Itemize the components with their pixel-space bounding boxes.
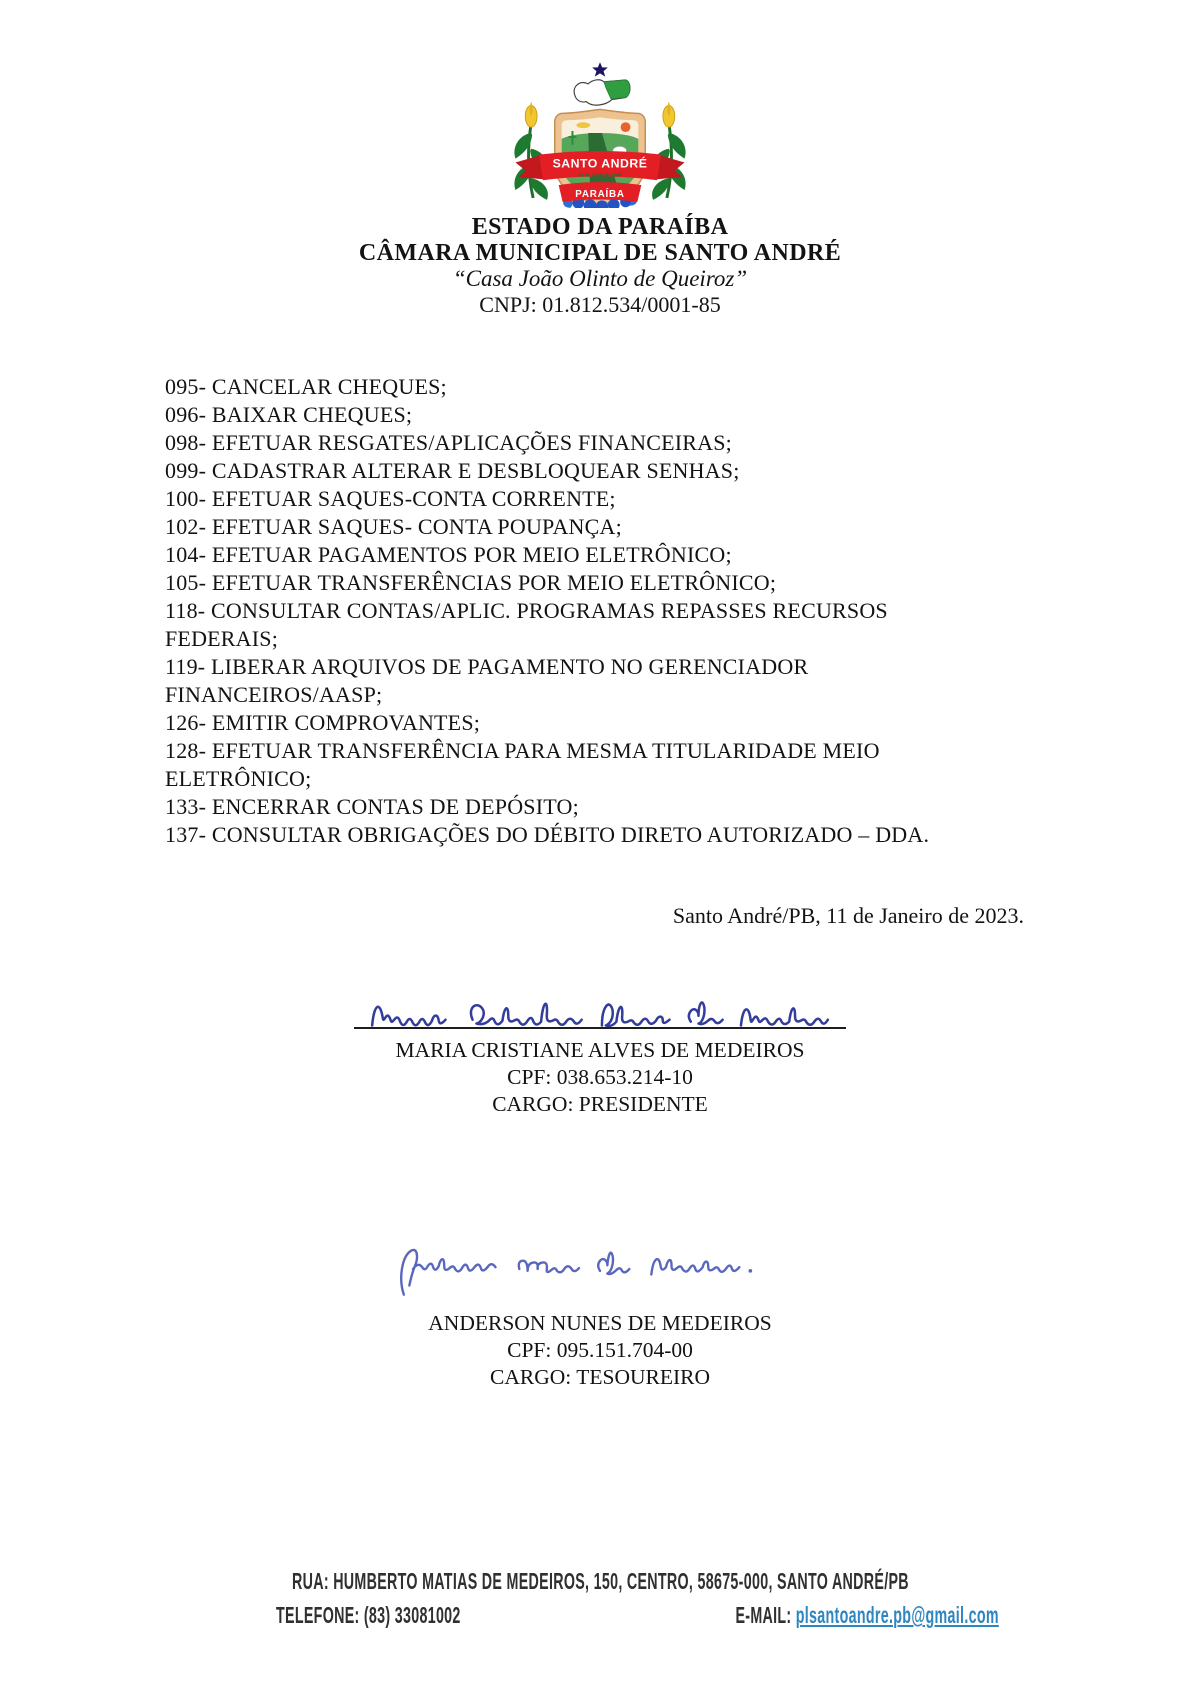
signer-role: CARGO: TESOUREIRO <box>490 1365 710 1389</box>
banner-subtitle: 28 de Abril de 1994 <box>577 173 623 179</box>
header-house-name: “Casa João Olinto de Queiroz” <box>452 266 748 291</box>
handwritten-signature-president <box>350 983 850 1039</box>
list-line: 119- LIBERAR ARQUIVOS DE PAGAMENTO NO GERENCIADOR <box>165 654 809 679</box>
corn-stalk-right <box>652 102 686 200</box>
list-line: 100- EFETUAR SAQUES-CONTA CORRENTE; <box>165 486 616 511</box>
signer-name: ANDERSON NUNES DE MEDEIROS <box>428 1311 772 1335</box>
list-line: 105- EFETUAR TRANSFERÊNCIAS POR MEIO ELETRÔNICO; <box>165 570 777 595</box>
list-line: 098- EFETUAR RESGATES/APLICAÇÕES FINANCEIRAS; <box>165 430 732 455</box>
footer-phone: TELEFONE: (83) 33081002 <box>276 1602 461 1628</box>
footer-email-link[interactable]: plsantoandre.pb@gmail.com <box>795 1602 999 1628</box>
list-line: 126- EMITIR COMPROVANTES; <box>165 710 481 735</box>
corn-stalk-left <box>514 102 548 200</box>
list-line: 137- CONSULTAR OBRIGAÇÕES DO DÉBITO DIRETO AUTORIZADO – DDA. <box>165 822 930 847</box>
list-line: 118- CONSULTAR CONTAS/APLIC. PROGRAMAS REPASSES RECURSOS <box>165 598 888 623</box>
footer-email-line <box>735 1602 998 1629</box>
list-line: 099- CADASTRAR ALTERAR E DESBLOQUEAR SENHAS; <box>165 458 740 483</box>
banner-title: SANTO ANDRÉ <box>552 156 648 171</box>
footer <box>0 1568 1200 1629</box>
footer-address: RUA: HUMBERTO MATIAS DE MEDEIROS, 150, CENTRO, 58675-000, SANTO ANDRÉ/PB <box>291 1568 909 1594</box>
list-line: ELETRÔNICO; <box>165 766 312 791</box>
header-chamber: CÂMARA MUNICIPAL DE SANTO ANDRÉ <box>358 240 842 266</box>
signer-name: MARIA CRISTIANE ALVES DE MEDEIROS <box>395 1038 805 1062</box>
star-icon <box>592 62 608 76</box>
header-state: ESTADO DA PARAÍBA <box>471 214 729 240</box>
signature-block-president <box>0 983 1200 1118</box>
list-line: 128- EFETUAR TRANSFERÊNCIA PARA MESMA TITULARIDADE MEIO <box>165 738 880 763</box>
state-band <box>559 182 642 202</box>
date-line: Santo André/PB, 11 de Janeiro de 2023. <box>672 903 1024 928</box>
list-line: 104- EFETUAR PAGAMENTOS POR MEIO ELETRÔNICO; <box>165 542 732 567</box>
signer-cpf: CPF: 038.653.214-10 <box>507 1065 693 1089</box>
list-line: 102- EFETUAR SAQUES- CONTA POUPANÇA; <box>165 514 622 539</box>
sun-icon <box>621 122 631 132</box>
list-line: 096- BAIXAR CHEQUES; <box>165 402 413 427</box>
banner-ribbon <box>515 151 684 180</box>
header-cnpj: CNPJ: 01.812.534/0001-85 <box>479 292 721 317</box>
signature-block-treasurer <box>0 1236 1200 1391</box>
signer-cpf: CPF: 095.151.704-00 <box>507 1338 693 1362</box>
document-header <box>0 214 1200 318</box>
state-band-label: PARAÍBA <box>575 188 625 200</box>
operations-list <box>165 373 1045 849</box>
map-shape <box>574 80 630 105</box>
list-line: 095- CANCELAR CHEQUES; <box>165 374 447 399</box>
signature-line <box>354 1027 846 1029</box>
signer-role: CARGO: PRESIDENTE <box>492 1092 708 1116</box>
list-line: FINANCEIROS/AASP; <box>165 682 383 707</box>
footer-email-label: E-MAIL: <box>735 1602 792 1628</box>
list-line: 133- ENCERRAR CONTAS DE DEPÓSITO; <box>165 794 579 819</box>
list-line: FEDERAIS; <box>165 626 279 651</box>
municipal-coat-of-arms <box>482 60 718 208</box>
handwritten-signature-treasurer <box>370 1236 830 1302</box>
